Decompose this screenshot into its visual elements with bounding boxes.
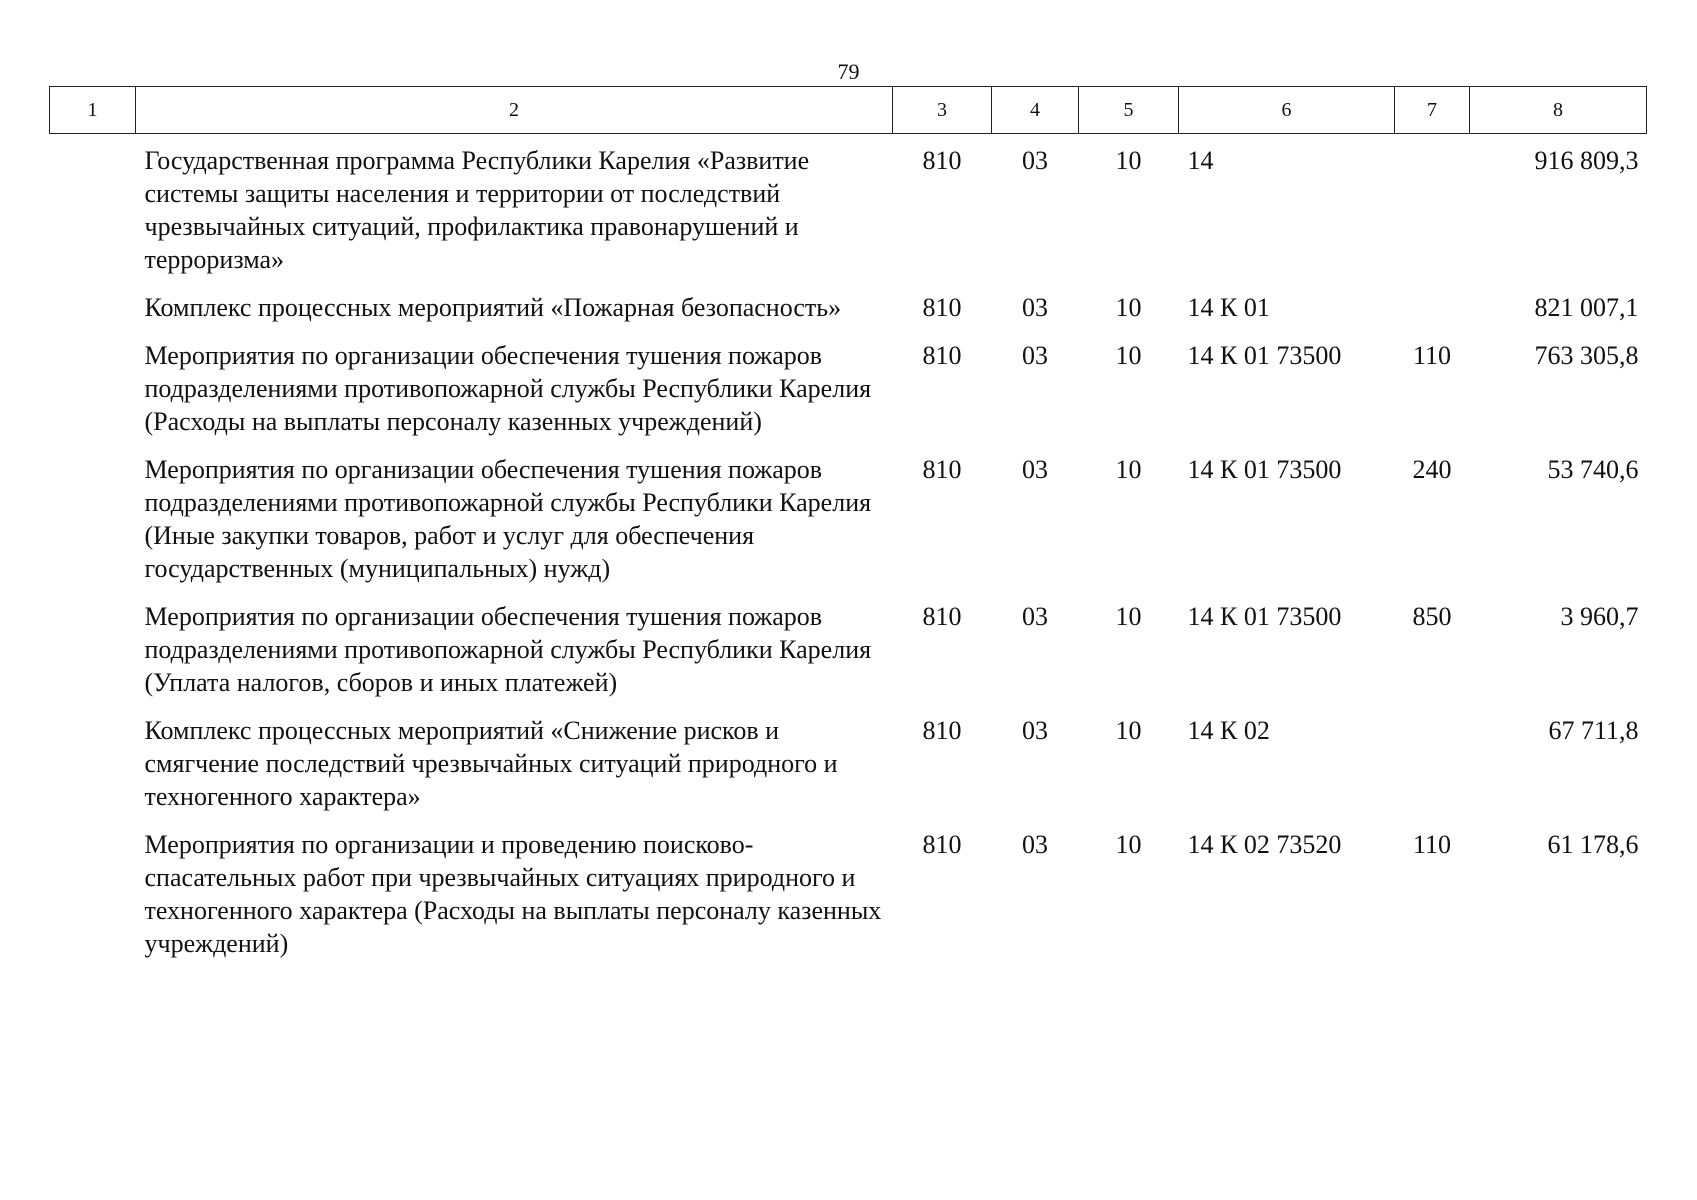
subsection-code: 10 [1115,293,1142,322]
row-number-cell [50,284,136,332]
expense-type-code: 110 [1412,341,1452,370]
ministry-code: 810 [922,602,962,631]
section-code: 03 [1022,602,1048,631]
ministry-code: 810 [922,293,962,322]
subsection-code: 10 [1115,602,1142,631]
table-row [50,134,1647,285]
amount: 53 740,6 [1547,455,1639,484]
row-description: Мероприятия по организации обеспечения тушения пожаров подразделениями противопожарной службы Республики Карелия (Уплата налогов, сборов и иных платежей) [144,602,872,697]
expense-type-code [1395,707,1470,821]
subsection-code: 10 [1115,716,1142,745]
row-number-cell [50,332,136,446]
amount: 3 960,7 [1560,602,1639,631]
row-number-cell [50,593,136,707]
expense-type-code [1395,134,1470,285]
expense-type-code [1395,284,1470,332]
target-article-code: 14 К 02 [1187,716,1270,745]
target-article-code: 14 [1187,146,1214,175]
table-header [50,87,1647,134]
table-row [50,821,1647,968]
header-row [50,87,1647,134]
target-article-code: 14 К 01 73500 [1187,602,1342,631]
amount: 61 178,6 [1547,830,1639,859]
header-col-8: 8 [1470,87,1647,134]
ministry-code: 810 [922,146,962,175]
header-col-3: 3 [893,87,992,134]
expense-type-code: 240 [1412,455,1452,484]
row-description: Государственная программа Республики Карелия «Развитие системы защиты населения и территории от последствий чрезвычайных ситуаций, профилактика правонарушений и терроризма» [144,146,810,274]
row-number-cell [50,446,136,593]
section-code: 03 [1022,716,1048,745]
header-col-5: 5 [1079,87,1179,134]
header-col-7: 7 [1395,87,1470,134]
ministry-code: 810 [922,830,962,859]
target-article-code: 14 К 01 [1187,293,1270,322]
row-number-cell [50,821,136,968]
subsection-code: 10 [1115,341,1142,370]
header-col-4: 4 [992,87,1079,134]
page-number: 79 [837,59,860,84]
target-article-code: 14 К 01 73500 [1187,341,1342,370]
ministry-code: 810 [922,341,962,370]
header-col-6: 6 [1179,87,1395,134]
section-code: 03 [1022,341,1048,370]
ministry-code: 810 [922,716,962,745]
section-code: 03 [1022,830,1048,859]
amount: 763 305,8 [1534,341,1639,370]
row-number-cell [50,707,136,821]
header-col-1: 1 [50,87,136,134]
subsection-code: 10 [1115,146,1142,175]
expense-type-code: 850 [1412,602,1452,631]
table-body [50,134,1647,969]
section-code: 03 [1022,146,1048,175]
table-row [50,707,1647,821]
row-description: Комплекс процессных мероприятий «Пожарная безопасность» [144,293,842,322]
row-description: Комплекс процессных мероприятий «Снижение рисков и смягчение последствий чрезвычайных ситуаций природного и техногенного характера» [144,716,838,811]
row-description: Мероприятия по организации и проведению поисково-спасательных работ при чрезвычайных ситуациях природного и техногенного характера (Расходы на выплаты персоналу казенных учреждений) [144,830,882,958]
target-article-code: 14 К 02 73520 [1187,830,1342,859]
table-row [50,332,1647,446]
amount: 916 809,3 [1534,146,1639,175]
row-number-cell [50,134,136,285]
subsection-code: 10 [1115,830,1142,859]
table-row [50,593,1647,707]
expense-type-code: 110 [1412,830,1452,859]
target-article-code: 14 К 01 73500 [1187,455,1342,484]
table-row [50,446,1647,593]
section-code: 03 [1022,293,1048,322]
section-code: 03 [1022,455,1048,484]
ministry-code: 810 [922,455,962,484]
row-description: Мероприятия по организации обеспечения тушения пожаров подразделениями противопожарной службы Республики Карелия (Иные закупки товаров, работ и услуг для обеспечения государственных (муниципальных) нужд) [144,455,872,583]
table-row [50,284,1647,332]
budget-table [49,86,1647,968]
amount: 821 007,1 [1534,293,1639,322]
row-description: Мероприятия по организации обеспечения тушения пожаров подразделениями противопожарной службы Республики Карелия (Расходы на выплаты персоналу казенных учреждений) [144,341,872,436]
header-col-2: 2 [136,87,893,134]
amount: 67 711,8 [1548,716,1639,745]
subsection-code: 10 [1115,455,1142,484]
